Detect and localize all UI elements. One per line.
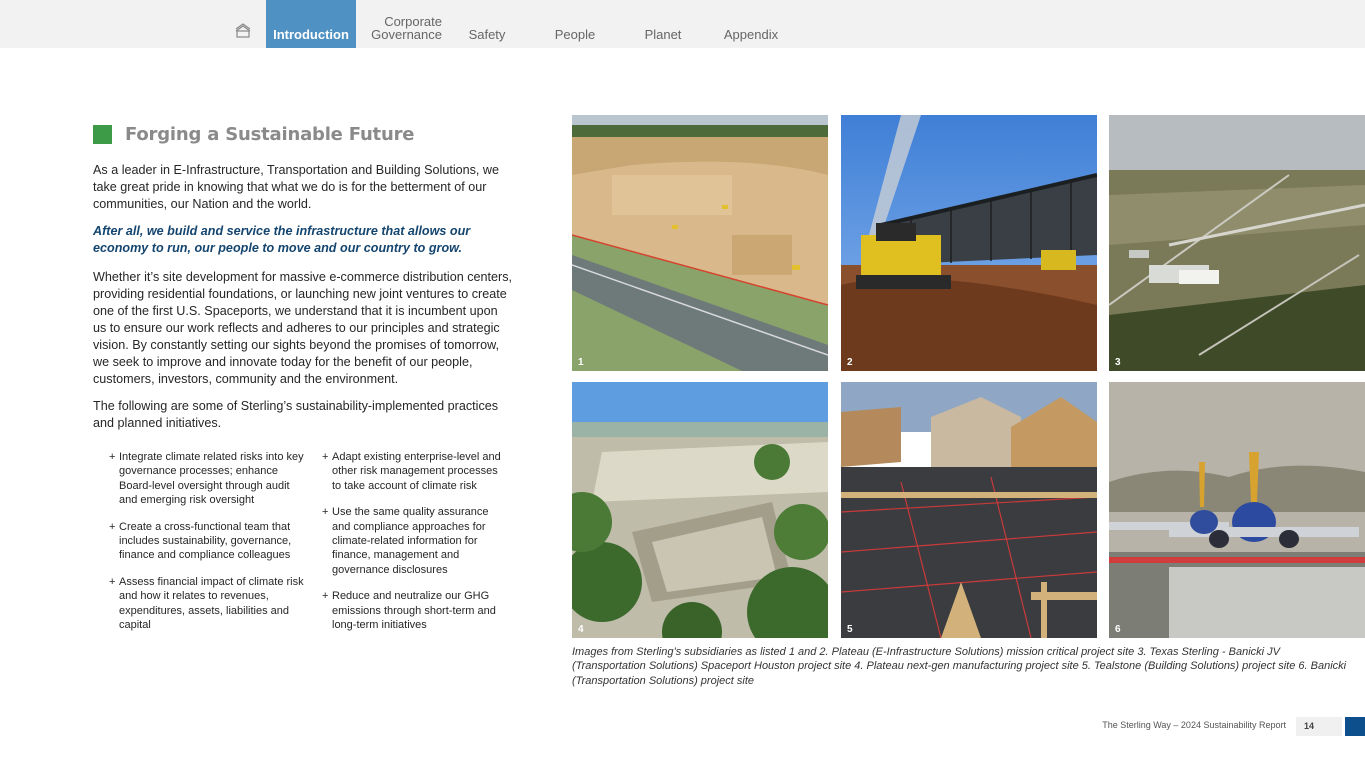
tab-people[interactable] bbox=[535, 0, 615, 48]
top-nav bbox=[0, 0, 1365, 48]
list-item bbox=[322, 505, 507, 576]
tab-appendix[interactable] bbox=[711, 0, 791, 48]
tab-planet-label: Planet bbox=[644, 27, 682, 42]
lead-in-paragraph: The following are some of Sterling’s sustainability-implemented practices and planned initiatives. bbox=[93, 399, 499, 430]
plus-icon: + bbox=[322, 451, 329, 463]
home-icon[interactable] bbox=[234, 22, 252, 38]
initiatives-list bbox=[109, 450, 509, 645]
tab-safety[interactable] bbox=[447, 0, 527, 48]
list-item bbox=[109, 575, 304, 632]
list-item bbox=[109, 450, 304, 507]
tab-introduction[interactable] bbox=[266, 0, 356, 48]
photo-caption: Images from Sterling’s subsidiaries as listed 1 and 2. Plateau (E-Infrastructure Solutions) mission critical project site 3. Texas Sterling - Banicki JV (Transportation Solutions) Spaceport Houston project site 4. Plateau next-gen manufacturing project site 5. Tealstone (Building Solutions) project site 6. Banicki (Transportation Solutions) project site bbox=[572, 646, 1347, 687]
tab-appendix-label: Appendix bbox=[723, 27, 779, 42]
intro-text-column bbox=[93, 124, 513, 442]
page-number: 14 bbox=[1296, 717, 1342, 736]
tab-corporate-governance-line2: Governance bbox=[371, 27, 442, 42]
list-item-text: Reduce and neutralize our GHG emissions through short-term and long-term initiatives bbox=[332, 590, 496, 631]
list-item-text: Assess financial impact of climate risk and how it relates to revenues, expenditures, assets, liabilities and capital bbox=[119, 576, 304, 631]
list-item bbox=[322, 589, 507, 632]
photo-number: 2 bbox=[847, 357, 853, 368]
plus-icon: + bbox=[109, 576, 116, 589]
photo-number: 6 bbox=[1115, 624, 1121, 635]
report-title: The Sterling Way – 2024 Sustainability Report bbox=[1102, 720, 1286, 730]
list-item-text: Use the same quality assurance and compliance approaches for climate-related information for finance, management and governance disclosures bbox=[332, 506, 489, 576]
initiatives-right-column bbox=[322, 450, 507, 645]
tab-planet[interactable] bbox=[623, 0, 703, 48]
page-tab-marker bbox=[1345, 717, 1365, 736]
tab-people-label: People bbox=[554, 27, 596, 42]
emphasis-paragraph: After all, we build and service the infrastructure that allows our economy to run, our people to move and our country to grow. bbox=[93, 224, 471, 255]
tab-introduction-label: Introduction bbox=[273, 27, 349, 42]
photo-6-airport-runway bbox=[1109, 382, 1365, 638]
photo-3-spaceport-aerial bbox=[1109, 115, 1365, 371]
list-item bbox=[322, 450, 507, 493]
plus-icon: + bbox=[109, 451, 116, 463]
list-item-text: Integrate climate related risks into key governance processes; enhance Board-level oversight through audit and emerging risk oversight bbox=[119, 451, 304, 506]
photo-number: 5 bbox=[847, 624, 853, 635]
section-title: Forging a Sustainable Future bbox=[125, 124, 415, 145]
section-heading bbox=[93, 124, 513, 145]
tab-safety-label: Safety bbox=[468, 27, 506, 42]
plus-icon: + bbox=[322, 590, 329, 603]
photo-number: 3 bbox=[1115, 357, 1121, 368]
photo-number: 4 bbox=[578, 624, 584, 635]
tab-corporate-governance-line1: Corporate bbox=[384, 14, 442, 29]
plus-icon: + bbox=[109, 520, 116, 533]
list-item-text: Adapt existing enterprise-level and other risk management processes to take account of climate risk bbox=[332, 451, 501, 492]
tab-corporate-governance[interactable] bbox=[356, 0, 442, 48]
photo-4-manufacturing-site bbox=[572, 382, 828, 638]
photo-1-earthwork-site bbox=[572, 115, 828, 371]
heading-square-icon bbox=[93, 125, 112, 144]
photo-5-residential-foundation bbox=[841, 382, 1097, 638]
list-item bbox=[109, 520, 304, 563]
plus-icon: + bbox=[322, 506, 329, 519]
intro-paragraph: As a leader in E-Infrastructure, Transportation and Building Solutions, we take great pride in knowing that what we do is for the betterment of our communities, our Nation and the world. bbox=[93, 163, 500, 211]
photo-number: 1 bbox=[578, 357, 584, 368]
initiatives-left-column bbox=[109, 450, 304, 645]
list-item-text: Create a cross-functional team that includes sustainability, governance, finance and compliance colleagues bbox=[119, 520, 292, 562]
photo-2-steel-frame-construction bbox=[841, 115, 1097, 371]
body-paragraph: Whether it’s site development for massive e-commerce distribution centers, providing residential foundations, or launching new joint ventures to create one of the first U.S. Spaceports, we understand that it is incumbent upon us to ensure our work reflects and adheres to our principles and strategic vision. By constantly setting our sights beyond the promises of tomorrow, we seek to improve and innovate today for the benefit of our people, customers, investors, community and the environment. bbox=[93, 270, 513, 386]
